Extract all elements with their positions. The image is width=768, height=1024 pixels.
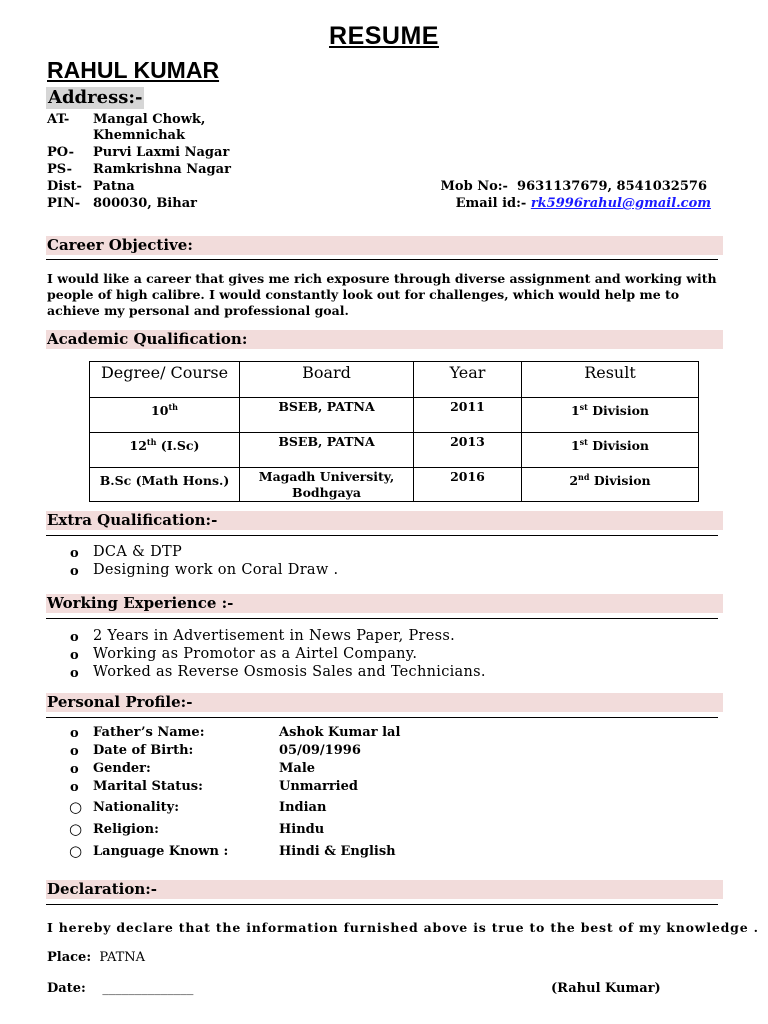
extra-item: DCA & DTP <box>93 544 183 560</box>
extra-item: Designing work on Coral Draw . <box>93 562 339 578</box>
academic-table <box>89 361 699 502</box>
bullet-icon: o <box>70 564 79 579</box>
section-divider <box>46 904 718 905</box>
degree-cell: 12th (I.Sc) <box>90 433 240 468</box>
experience-item: Working as Promotor as a Airtel Company. <box>93 646 418 662</box>
address-key: AT- <box>47 112 70 127</box>
address-value: Ramkrishna Nagar <box>93 162 231 177</box>
result-cell: 1st Division <box>522 398 699 433</box>
degree-cell: 10th <box>90 398 240 433</box>
profile-key: Gender: <box>93 761 151 776</box>
table-row <box>90 398 699 433</box>
column-header: Degree/ Course <box>90 362 240 398</box>
address-heading: Address:- <box>48 87 143 108</box>
bullet-icon: o <box>70 726 79 741</box>
signature: (Rahul Kumar) <box>551 981 661 996</box>
column-header: Year <box>414 362 522 398</box>
result-cell: 1st Division <box>522 433 699 468</box>
mobile-line <box>441 178 707 195</box>
address-value: 800030, Bihar <box>93 196 197 211</box>
bullet-icon: o <box>70 546 79 561</box>
profile-value: Hindi & English <box>279 844 396 859</box>
address-value: Khemnichak <box>93 128 185 143</box>
year-cell: 2011 <box>414 398 522 433</box>
address-key: Dist- <box>47 179 82 194</box>
bullet-icon: o <box>70 744 79 759</box>
profile-value: 05/09/1996 <box>279 743 361 758</box>
profile-key: Father’s Name: <box>93 725 205 740</box>
bullet-icon: o <box>70 648 79 663</box>
address-value: Purvi Laxmi Nagar <box>93 145 230 160</box>
address-key: PIN- <box>47 196 81 211</box>
profile-key: Date of Birth: <box>93 743 194 758</box>
academic-heading: Academic Qualification: <box>46 330 723 349</box>
open-bullet-icon: ○ <box>69 842 83 860</box>
mobile-label: Mob No:- <box>440 179 508 194</box>
profile-key: Religion: <box>93 822 159 837</box>
date-value: ______________ <box>102 981 194 996</box>
resume-title: RESUME <box>329 22 439 50</box>
experience-item: Worked as Reverse Osmosis Sales and Technicians. <box>93 664 486 680</box>
experience-item: 2 Years in Advertisement in News Paper, Press. <box>93 628 456 644</box>
year-cell: 2013 <box>414 433 522 468</box>
date-label: Date: <box>47 981 86 996</box>
table-row <box>90 433 699 468</box>
profile-key: Nationality: <box>93 800 180 815</box>
address-key: PO- <box>47 145 74 160</box>
bullet-icon: o <box>70 780 79 795</box>
open-bullet-icon: ○ <box>69 820 83 838</box>
open-bullet-icon: ○ <box>69 798 83 816</box>
profile-heading: Personal Profile:- <box>46 693 723 712</box>
career-text: I would like a career that gives me rich exposure through diverse assignment and working with people of high calibre. I would constantly look out for challenges, which would help me to achieve my personal and professional goal. <box>47 271 717 318</box>
experience-heading: Working Experience :- <box>46 594 723 613</box>
section-divider <box>46 535 718 536</box>
candidate-name: RAHUL KUMAR <box>47 57 220 83</box>
profile-value: Male <box>279 761 316 776</box>
column-header: Result <box>522 362 699 398</box>
mobile-value: 9631137679, 8541032576 <box>517 179 707 194</box>
declaration-text: I hereby declare that the information furnished above is true to the best of my knowledge . <box>47 920 759 935</box>
profile-key: Marital Status: <box>93 779 203 794</box>
date-line <box>47 981 193 996</box>
profile-key: Language Known : <box>93 844 229 859</box>
degree-cell: B.Sc (Math Hons.) <box>90 468 240 502</box>
place-line <box>47 950 145 965</box>
email-label: Email id:- <box>455 196 527 211</box>
bullet-icon: o <box>70 762 79 777</box>
declaration-heading: Declaration:- <box>46 880 723 899</box>
column-header: Board <box>240 362 414 398</box>
extra-heading: Extra Qualification:- <box>46 511 723 530</box>
address-key: PS- <box>47 162 73 177</box>
year-cell: 2016 <box>414 468 522 502</box>
board-cell: Magadh University, Bodhgaya <box>240 468 414 502</box>
address-value: Patna <box>93 179 135 194</box>
table-header-row <box>90 362 699 398</box>
board-cell: BSEB, PATNA <box>240 433 414 468</box>
place-value: PATNA <box>99 950 146 965</box>
email-line <box>456 195 711 212</box>
profile-value: Hindu <box>279 822 325 837</box>
section-divider <box>46 618 718 619</box>
profile-value: Ashok Kumar lal <box>279 725 401 740</box>
career-heading: Career Objective: <box>46 236 723 255</box>
email-link[interactable]: rk5996rahul@gmail.com <box>530 196 711 211</box>
table-row <box>90 468 699 502</box>
result-cell: 2nd Division <box>522 468 699 502</box>
profile-value: Unmarried <box>279 779 358 794</box>
place-label: Place: <box>47 950 92 965</box>
section-divider <box>46 717 718 718</box>
board-cell: BSEB, PATNA <box>240 398 414 433</box>
bullet-icon: o <box>70 630 79 645</box>
section-divider <box>46 259 718 260</box>
profile-value: Indian <box>279 800 327 815</box>
bullet-icon: o <box>70 666 79 681</box>
address-value: Mangal Chowk, <box>93 112 206 127</box>
